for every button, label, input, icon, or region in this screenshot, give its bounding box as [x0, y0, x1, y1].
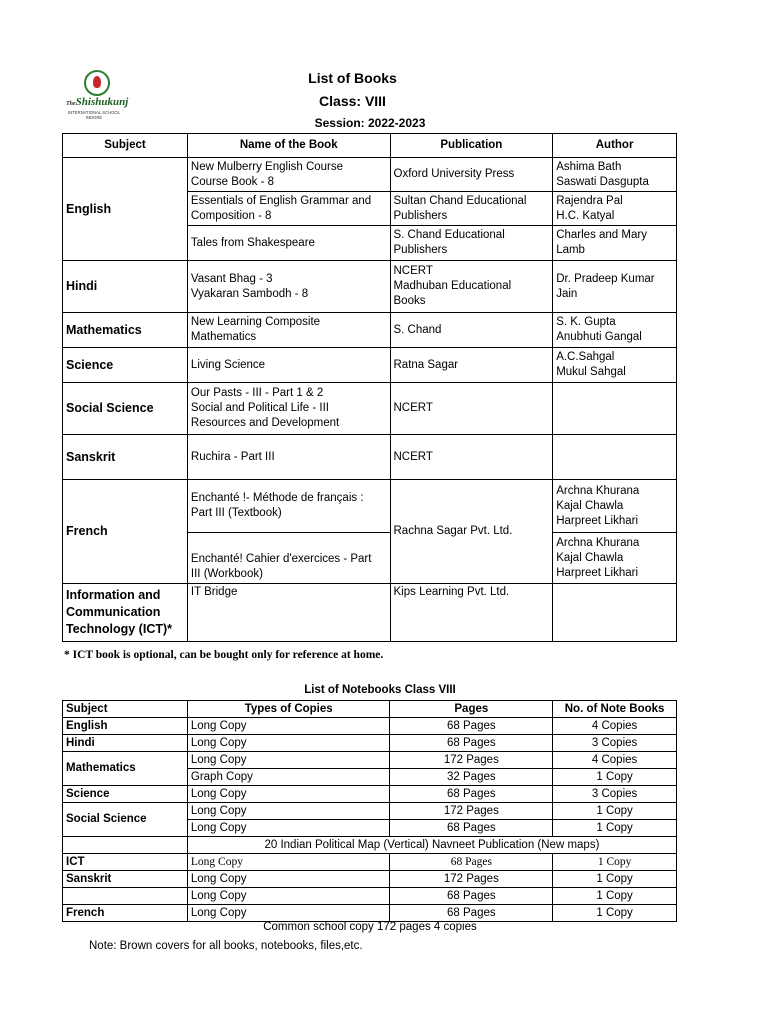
book-name: Living Science: [187, 348, 390, 383]
cover-note: Note: Brown covers for all books, notebooks, files,etc.: [89, 940, 363, 952]
publication: NCERT: [390, 435, 553, 480]
nb-pages: 68 Pages: [390, 786, 553, 803]
notebooks-title: List of Notebooks Class VIII: [304, 684, 456, 696]
author: Charles and Mary Lamb: [553, 226, 677, 261]
book-name: New Mulberry English Course Course Book - 8: [187, 158, 390, 192]
notebooks-table: [62, 700, 677, 922]
table-row: [63, 383, 677, 435]
col-publication: Publication: [390, 134, 553, 158]
author: [553, 383, 677, 435]
nb-type: Long Copy: [187, 786, 390, 803]
table-row: [63, 435, 677, 480]
nb-count: 3 Copies: [553, 786, 677, 803]
school-subtitle: INTERNATIONAL SCHOOL INDORE: [68, 110, 120, 120]
table-row: [63, 348, 677, 383]
nb-count: 4 Copies: [553, 718, 677, 735]
book-name: Enchanté! Cahier d'exercices - Part III (Workbook): [187, 533, 390, 584]
nb-subject: [63, 888, 188, 905]
publication: Sultan Chand Educational Publishers: [390, 192, 553, 226]
subject-hindi: Hindi: [63, 261, 188, 313]
class-title: Class: VIII: [319, 93, 386, 109]
table-row: [63, 888, 677, 905]
table-row: [63, 261, 677, 313]
nb-count: 3 Copies: [553, 735, 677, 752]
author: [553, 435, 677, 480]
books-table: [62, 133, 677, 642]
book-name: New Learning Composite Mathematics: [187, 313, 390, 348]
author: Archna Khurana Kajal Chawla Harpreet Likhari: [553, 480, 677, 533]
col-author: Author: [553, 134, 677, 158]
table-row: [63, 584, 677, 642]
table-row: [63, 871, 677, 888]
nb-subject: Mathematics: [63, 752, 188, 786]
nb-subject: Hindi: [63, 735, 188, 752]
session-title: Session: 2022-2023: [314, 116, 426, 130]
nb-pages: 68 Pages: [390, 905, 553, 922]
nb-pages: 172 Pages: [390, 803, 553, 820]
nb-type: Graph Copy: [187, 769, 390, 786]
author: [553, 584, 677, 642]
subject-social-science: Social Science: [63, 383, 188, 435]
table-row: [63, 786, 677, 803]
table-row: [63, 854, 677, 871]
nb-type: Long Copy: [187, 888, 390, 905]
subject-sanskrit: Sanskrit: [63, 435, 188, 480]
table-row: [63, 735, 677, 752]
nb-pages: 172 Pages: [390, 752, 553, 769]
nb-type: Long Copy: [187, 905, 390, 922]
nb-pages: 68 Pages: [390, 888, 553, 905]
author: Ashima Bath Saswati Dasgupta: [553, 158, 677, 192]
subject-mathematics: Mathematics: [63, 313, 188, 348]
subject-french: French: [63, 480, 188, 584]
author: Dr. Pradeep Kumar Jain: [553, 261, 677, 313]
nb-type: Long Copy: [187, 820, 390, 837]
nb-subject: English: [63, 718, 188, 735]
nb-type: Long Copy: [187, 735, 390, 752]
author: A.C.Sahgal Mukul Sahgal: [553, 348, 677, 383]
subject-science: Science: [63, 348, 188, 383]
publication: NCERT: [390, 383, 553, 435]
nb-count: 1 Copy: [553, 820, 677, 837]
publication: Kips Learning Pvt. Ltd.: [390, 584, 553, 642]
table-row: [63, 718, 677, 735]
table-row: [63, 158, 677, 192]
nb-count: 1 Copy: [553, 905, 677, 922]
col-book-name: Name of the Book: [187, 134, 390, 158]
nb-count: 1 Copy: [553, 803, 677, 820]
author: Archna Khurana Kajal Chawla Harpreet Likhari: [553, 533, 677, 584]
nb-pages: 68 Pages: [390, 718, 553, 735]
nb-count: 1 Copy: [553, 871, 677, 888]
nb-pages: 68 Pages: [390, 854, 553, 871]
publication: S. Chand Educational Publishers: [390, 226, 553, 261]
table-row: [63, 803, 677, 820]
notebooks-header-row: [63, 701, 677, 718]
book-name: Enchanté !- Méthode de français : Part III (Textbook): [187, 480, 390, 533]
books-header-row: [63, 134, 677, 158]
nb-pages: 68 Pages: [390, 735, 553, 752]
author: Rajendra Pal H.C. Katyal: [553, 192, 677, 226]
subject-english: English: [63, 158, 188, 261]
table-row: [63, 837, 677, 854]
ict-note: * ICT book is optional, can be bought only for reference at home.: [64, 649, 384, 661]
publication: Oxford University Press: [390, 158, 553, 192]
table-row: [63, 905, 677, 922]
nb-subject: Sanskrit: [63, 871, 188, 888]
table-row: [63, 480, 677, 533]
publication: S. Chand: [390, 313, 553, 348]
nb-count: 4 Copies: [553, 752, 677, 769]
nb-subject: Social Science: [63, 803, 188, 837]
nb-count: 1 Copy: [553, 769, 677, 786]
table-row: [63, 313, 677, 348]
nb-subject: Science: [63, 786, 188, 803]
book-name: Ruchira - Part III: [187, 435, 390, 480]
page-title: List of Books: [308, 70, 397, 86]
nb-type: Long Copy: [187, 854, 390, 871]
publication: NCERT Madhuban Educational Books: [390, 261, 553, 313]
nb-map-blank: [63, 837, 188, 854]
col-subject: Subject: [63, 701, 188, 718]
col-subject: Subject: [63, 134, 188, 158]
book-name: Vasant Bhag - 3 Vyakaran Sambodh - 8: [187, 261, 390, 313]
nb-type: Long Copy: [187, 803, 390, 820]
author: S. K. Gupta Anubhuti Gangal: [553, 313, 677, 348]
nb-count: 1 Copy: [553, 854, 677, 871]
book-name: IT Bridge: [187, 584, 390, 642]
nb-type: Long Copy: [187, 871, 390, 888]
publication: Rachna Sagar Pvt. Ltd.: [390, 480, 553, 584]
nb-type: Long Copy: [187, 718, 390, 735]
book-name: Essentials of English Grammar and Composition - 8: [187, 192, 390, 226]
nb-pages: 32 Pages: [390, 769, 553, 786]
nb-count: 1 Copy: [553, 888, 677, 905]
common-copy-note: Common school copy 172 pages 4 copies: [263, 921, 477, 933]
book-name: Tales from Shakespeare: [187, 226, 390, 261]
col-count: No. of Note Books: [553, 701, 677, 718]
nb-pages: 68 Pages: [390, 820, 553, 837]
publication: Ratna Sagar: [390, 348, 553, 383]
table-row: [63, 752, 677, 769]
nb-map-row: 20 Indian Political Map (Vertical) Navneet Publication (New maps): [187, 837, 676, 854]
school-name: TheShishukunj: [66, 96, 129, 108]
nb-type: Long Copy: [187, 752, 390, 769]
subject-ict: Information and Communication Technology (ICT)*: [63, 584, 188, 642]
col-types: Types of Copies: [187, 701, 390, 718]
nb-subject: ICT: [63, 854, 188, 871]
book-name: Our Pasts - III - Part 1 & 2 Social and Political Life - III Resources and Development: [187, 383, 390, 435]
col-pages: Pages: [390, 701, 553, 718]
nb-pages: 172 Pages: [390, 871, 553, 888]
nb-subject: French: [63, 905, 188, 922]
